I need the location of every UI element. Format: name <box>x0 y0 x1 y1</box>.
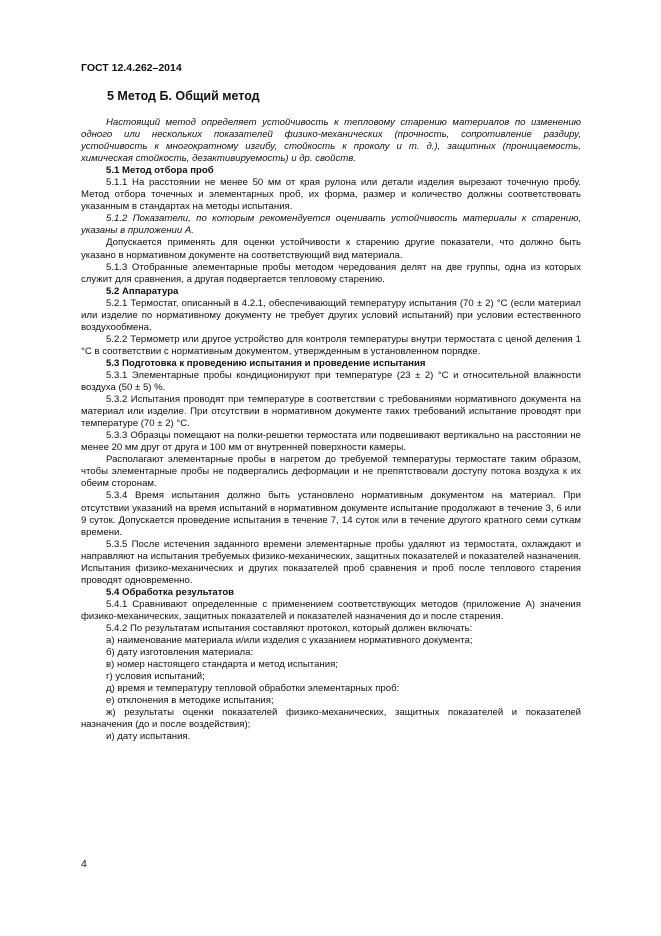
list-item: д) время и температуру тепловой обработки элементарных проб: <box>106 683 400 695</box>
subsection-heading: 5.3 Подготовка к проведению испытания и проведение испытания <box>106 357 426 369</box>
subsection-heading: 5.1 Метод отбора проб <box>106 165 214 177</box>
list-item: б) дату изготовления материала: <box>106 647 254 659</box>
list-item: ж) результаты оценки показателей физико-механических, защитных показателей и показателей назначения (до и после воздействия); <box>81 707 581 731</box>
paragraph: 5.4.2 По результатам испытания составляют протокол, который должен включать: <box>106 622 473 634</box>
paragraph: 5.4.1 Сравнивают определенные с применением соответствующих методов (приложение А) значения физико-механических, защитных показателей и показателей назначения до и после старения. <box>81 598 581 622</box>
list-item: е) отклонения в методике испытания; <box>106 695 274 707</box>
subsection-heading: 5.4 Обработка результатов <box>106 586 235 598</box>
subsection-heading: 5.2 Аппаратура <box>106 285 179 297</box>
paragraph: 5.2.2 Термометр или другое устройство для контроля температуры внутри термостата с ценой деления 1 °С в соответствии с нормативным документом, утвержденным в установленном порядке. <box>81 333 581 357</box>
list-item: г) условия испытаний; <box>106 671 205 683</box>
paragraph: 5.1.1 На расстоянии не менее 50 мм от края рулона или детали изделия вырезают точечную пробу. Метод отбора точечных и элементарных проб, их форма, размер и количество должны соответствовать указанным в стандартах на методы испытания. <box>81 177 581 213</box>
document-body <box>81 117 581 743</box>
list-item: и) дату испытания. <box>106 731 191 743</box>
paragraph: 5.3.5 После истечения заданного времени элементарные пробы удаляют из термостата, охлаждают и направляют на испытания требуемых физико-механических, защитных показателей и показателей назначения. Испытания физико-механических и других показателей проб сравнения и проб после теплового старения проводят одновременно. <box>81 538 581 586</box>
page-number: 4 <box>81 858 87 870</box>
document-header: ГОСТ 12.4.262–2014 <box>81 62 182 74</box>
list-item: а) наименование материала и/или изделия с указанием нормативного документа; <box>106 635 473 647</box>
paragraph: 5.3.2 Испытания проводят при температуре в соответствии с требованиями нормативного документа на материал или изделие. При отсутствии в нормативном документе таких требований испытание проводят при температуре (70 ± 2) °С. <box>81 394 581 430</box>
paragraph: 5.3.1 Элементарные пробы кондиционируют при температуре (23 ± 2) °С и относительной влажности воздуха (50 ± 5) %. <box>81 369 581 394</box>
paragraph: 5.2.1 Термостат, описанный в 4.2.1, обеспечивающий температуру испытания (70 ± 2) °С (если материал или изделие по нормативному документу не требует других условий испытаний) при условии естественного воздухообмена. <box>81 297 581 333</box>
paragraph: 5.1.3 Отобранные элементарные пробы методом чередования делят на две группы, одна из которых служит для сравнения, а другая подвергается тепловому старению. <box>81 261 581 285</box>
paragraph: 5.3.3 Образцы помещают на полки-решетки термостата или подвешивают вертикально на расстоянии не менее 20 мм друг от друга и 100 мм от внутренней поверхности камеры. <box>81 430 581 454</box>
paragraph: Располагают элементарные пробы в нагретом до требуемой температуры термостате таким образом, чтобы элементарные пробы не подвергались деформации и не препятствовали доступу потока воздуха к их обеим сторонам. <box>81 454 581 490</box>
intro-paragraph: Настоящий метод определяет устойчивость к тепловому старению материалов по изменению одного или нескольких показателей физико-механических (прочность, сопротивление раздиру, устойчивость к многократному изгибу, стойкость к проколу и т. д.), защитных (проницаемость, химическая стойкость, дезактивируемость) и др. свойств. <box>81 117 581 165</box>
paragraph: 5.3.4 Время испытания должно быть установлено нормативным документом на материал. При отсутствии указаний на время испытаний в нормативном документе испытание продолжают в течение 3, 6 или 9 суток. Допускается проведение испытания в течение 7, 14 суток или в течение другого кратного семи суткам времени. <box>81 490 581 538</box>
paragraph: Допускается применять для оценки устойчивости к старению другие показатели, что должно быть указано в нормативном документе на соответствующий вид материала. <box>81 237 581 261</box>
list-item: в) номер настоящего стандарта и метод испытания; <box>106 659 338 671</box>
section-title: 5 Метод Б. Общий метод <box>107 89 260 103</box>
paragraph: 5.1.2 Показатели, по которым рекомендуется оценивать устойчивость материалы к старению, указаны в приложении А. <box>81 213 581 237</box>
